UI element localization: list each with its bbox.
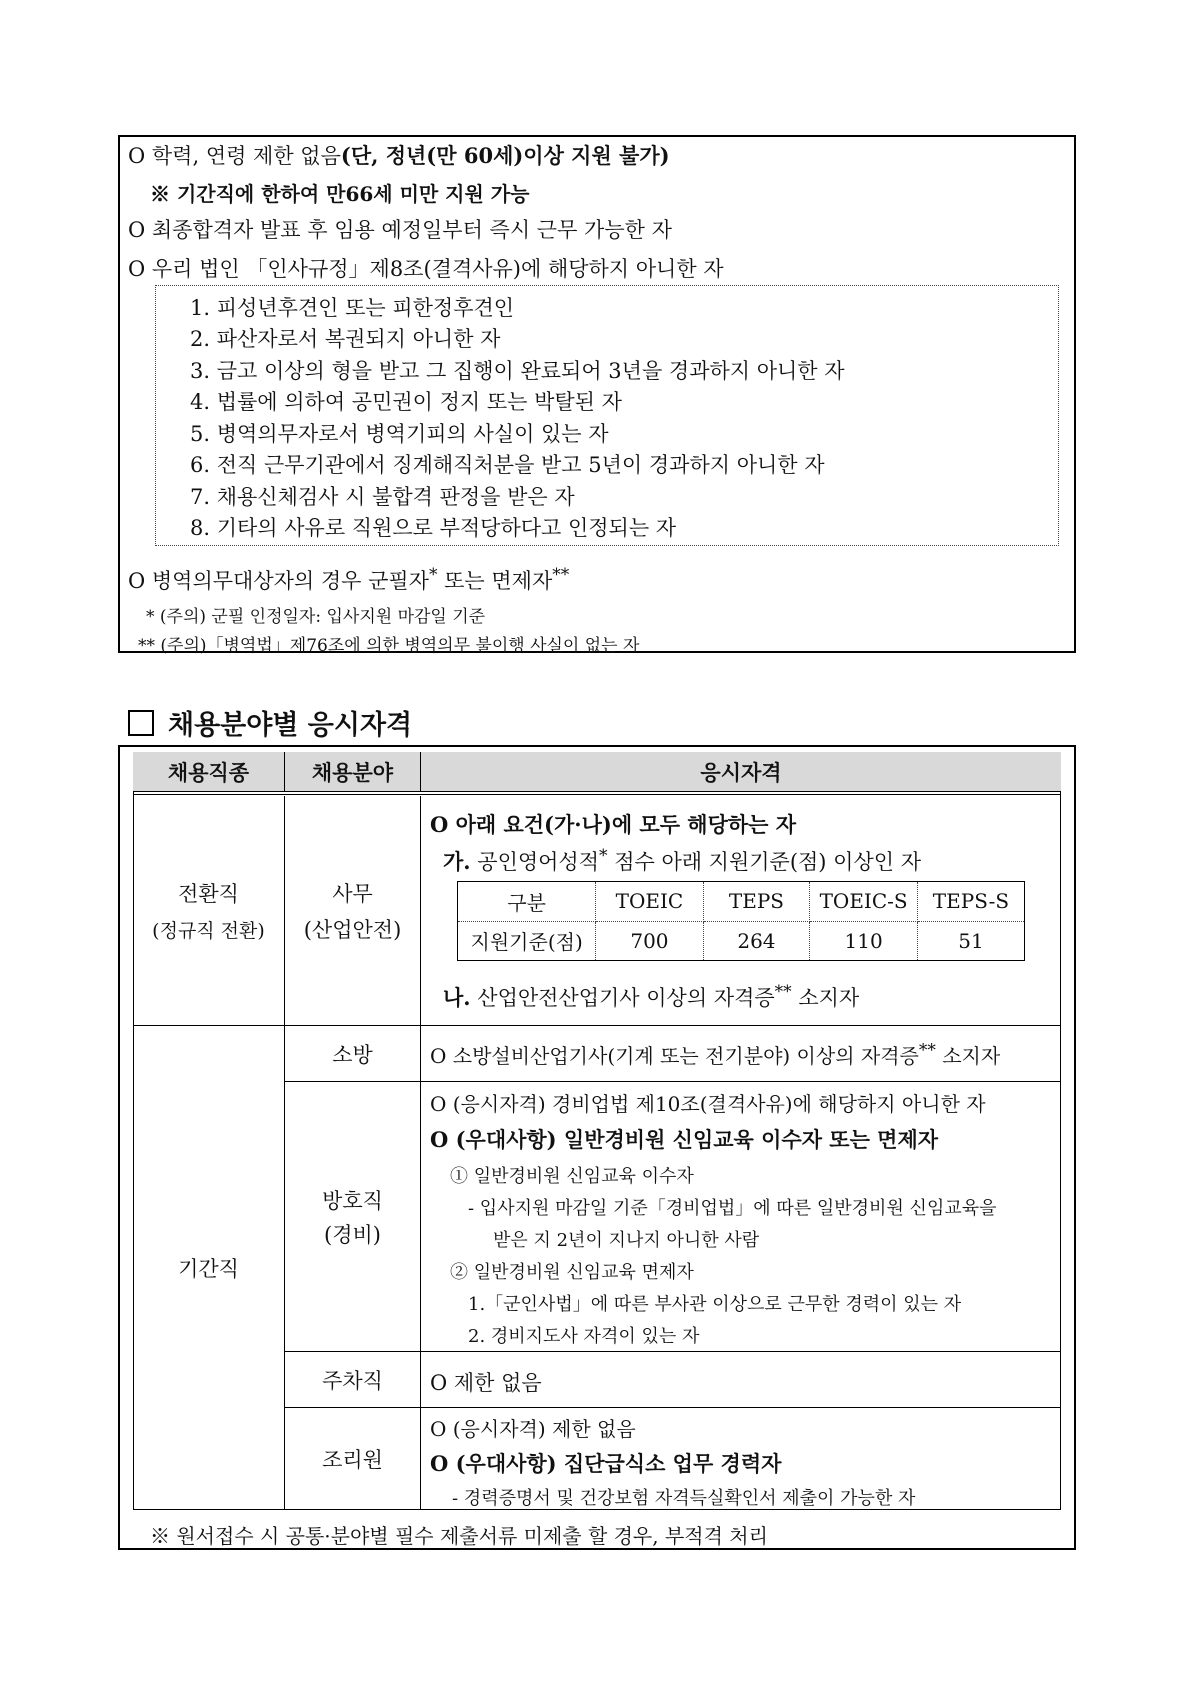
score-value-cell: 51 bbox=[917, 921, 1024, 961]
conversion-req-english: 가. 공인영어성적* 점수 아래 지원기준(점) 이상인 자 bbox=[443, 846, 921, 874]
retirement-age-note: (단, 정년(만 60세)이상 지원 불가) bbox=[340, 143, 670, 168]
score-header-cell: TEPS-S bbox=[917, 882, 1024, 922]
guard-line: ① 일반경비원 신임교육 이수자 bbox=[450, 1166, 694, 1187]
score-header-cell: TOEIC-S bbox=[810, 882, 918, 922]
military-service-line: O 병역의무대상자의 경우 군필자* 또는 면제자** bbox=[128, 565, 570, 593]
english-score-table bbox=[457, 881, 1025, 961]
disqualification-item: 6. 전직 근무기관에서 징계해직처분을 받고 5년이 경과하지 아니한 자 bbox=[190, 453, 825, 477]
conversion-req-certificate: 나. 산업안전산업기사 이상의 자격증** 소지자 bbox=[443, 982, 860, 1010]
temporary-age-note: ※ 기간직에 한하여 만66세 미만 지원 가능 bbox=[150, 182, 530, 206]
job-type-conversion: 전환직 (정규직 전환) bbox=[133, 796, 285, 1026]
score-value-row bbox=[458, 921, 1025, 961]
score-header-cell: TEPS bbox=[703, 882, 810, 922]
guard-line: ② 일반경비원 신임교육 면제자 bbox=[450, 1262, 694, 1283]
job-type-temporary: 기간직 bbox=[133, 1026, 285, 1510]
military-note-1: * (주의) 군필 인정일자: 입사지원 마감일 기준 bbox=[146, 607, 486, 627]
disqualification-item: 3. 금고 이상의 형을 받고 그 집행이 완료되어 3년을 경과하지 아니한 자 bbox=[190, 359, 845, 383]
guard-line: - 입사지원 마감일 기준「경비업법」에 따른 일반경비원 신임교육을 bbox=[468, 1198, 997, 1219]
guard-line: O (응시자격) 경비업법 제10조(결격사유)에 해당하지 아니한 자 bbox=[430, 1092, 986, 1116]
score-value-cell: 700 bbox=[596, 921, 703, 961]
education-age-line: O 학력, 연령 제한 없음(단, 정년(만 60세)이상 지원 불가) bbox=[128, 143, 670, 168]
score-header-cell: TOEIC bbox=[596, 882, 703, 922]
disqualification-item: 8. 기타의 사유로 직원으로 부적당하다고 인정되는 자 bbox=[190, 516, 677, 540]
guard-line: O (우대사항) 일반경비원 신임교육 이수자 또는 면제자 bbox=[430, 1127, 939, 1152]
disqualification-item: 2. 파산자로서 복권되지 아니한 자 bbox=[190, 327, 501, 351]
fire-requirement: O 소방설비산업기사(기계 또는 전기분야) 이상의 자격증** 소지자 bbox=[430, 1040, 1001, 1068]
job-field-fire: 소방 bbox=[285, 1026, 421, 1082]
job-field-office: 사무 (산업안전) bbox=[285, 796, 421, 1026]
score-value-cell: 110 bbox=[810, 921, 918, 961]
header-job-field: 채용분야 bbox=[285, 752, 421, 792]
guard-line: 받은 지 2년이 지나지 아니한 사람 bbox=[493, 1230, 760, 1251]
header-job-type: 채용직종 bbox=[133, 752, 285, 792]
cook-line: - 경력증명서 및 건강보험 자격득실확인서 제출이 가능한 자 bbox=[452, 1488, 916, 1509]
cook-line: O (우대사항) 집단급식소 업무 경력자 bbox=[430, 1451, 782, 1476]
checkbox-square-icon bbox=[128, 710, 154, 736]
guard-line: 2. 경비지도사 자격이 있는 자 bbox=[468, 1326, 700, 1347]
guard-line: 1.「군인사법」에 따른 부사관 이상으로 근무한 경력이 있는 자 bbox=[468, 1294, 962, 1315]
disqualification-item: 7. 채용신체검사 시 불합격 판정을 받은 자 bbox=[190, 485, 575, 509]
conversion-req-intro: O 아래 요건(가·나)에 모두 해당하는 자 bbox=[430, 812, 797, 837]
score-header-cell: 구분 bbox=[458, 882, 596, 922]
header-double-rule bbox=[133, 794, 1061, 795]
score-header-row bbox=[458, 882, 1025, 922]
cook-line: O (응시자격) 제한 없음 bbox=[430, 1417, 636, 1441]
section-title: 채용분야별 응시자격 bbox=[128, 703, 412, 742]
disqualification-item: 5. 병역의무자로서 병역기피의 사실이 있는 자 bbox=[190, 422, 609, 446]
job-field-cook: 조리원 bbox=[285, 1408, 421, 1510]
score-value-cell: 지원기준(점) bbox=[458, 921, 596, 961]
job-field-guard: 방호직 (경비) bbox=[285, 1082, 421, 1352]
start-date-line: O 최종합격자 발표 후 임용 예정일부터 즉시 근무 가능한 자 bbox=[128, 218, 672, 242]
disqualification-item: 4. 법률에 의하여 공민권이 정지 또는 박탈된 자 bbox=[190, 390, 622, 414]
parking-requirement: O 제한 없음 bbox=[430, 1371, 542, 1395]
job-field-parking: 주차직 bbox=[285, 1352, 421, 1408]
footer-note: ※ 원서접수 시 공통·분야별 필수 제출서류 미제출 할 경우, 부적격 처리 bbox=[150, 1524, 768, 1548]
disqualification-item: 1. 피성년후견인 또는 피한정후견인 bbox=[190, 296, 515, 320]
score-value-cell: 264 bbox=[703, 921, 810, 961]
hr-regulation-line: O 우리 법인 「인사규정」제8조(결격사유)에 해당하지 아니한 자 bbox=[128, 257, 724, 281]
military-note-2: ** (주의)「병역법」제76조에 의한 병역의무 불이행 사실이 없는 자 bbox=[138, 636, 640, 656]
header-qualification: 응시자격 bbox=[421, 752, 1061, 792]
